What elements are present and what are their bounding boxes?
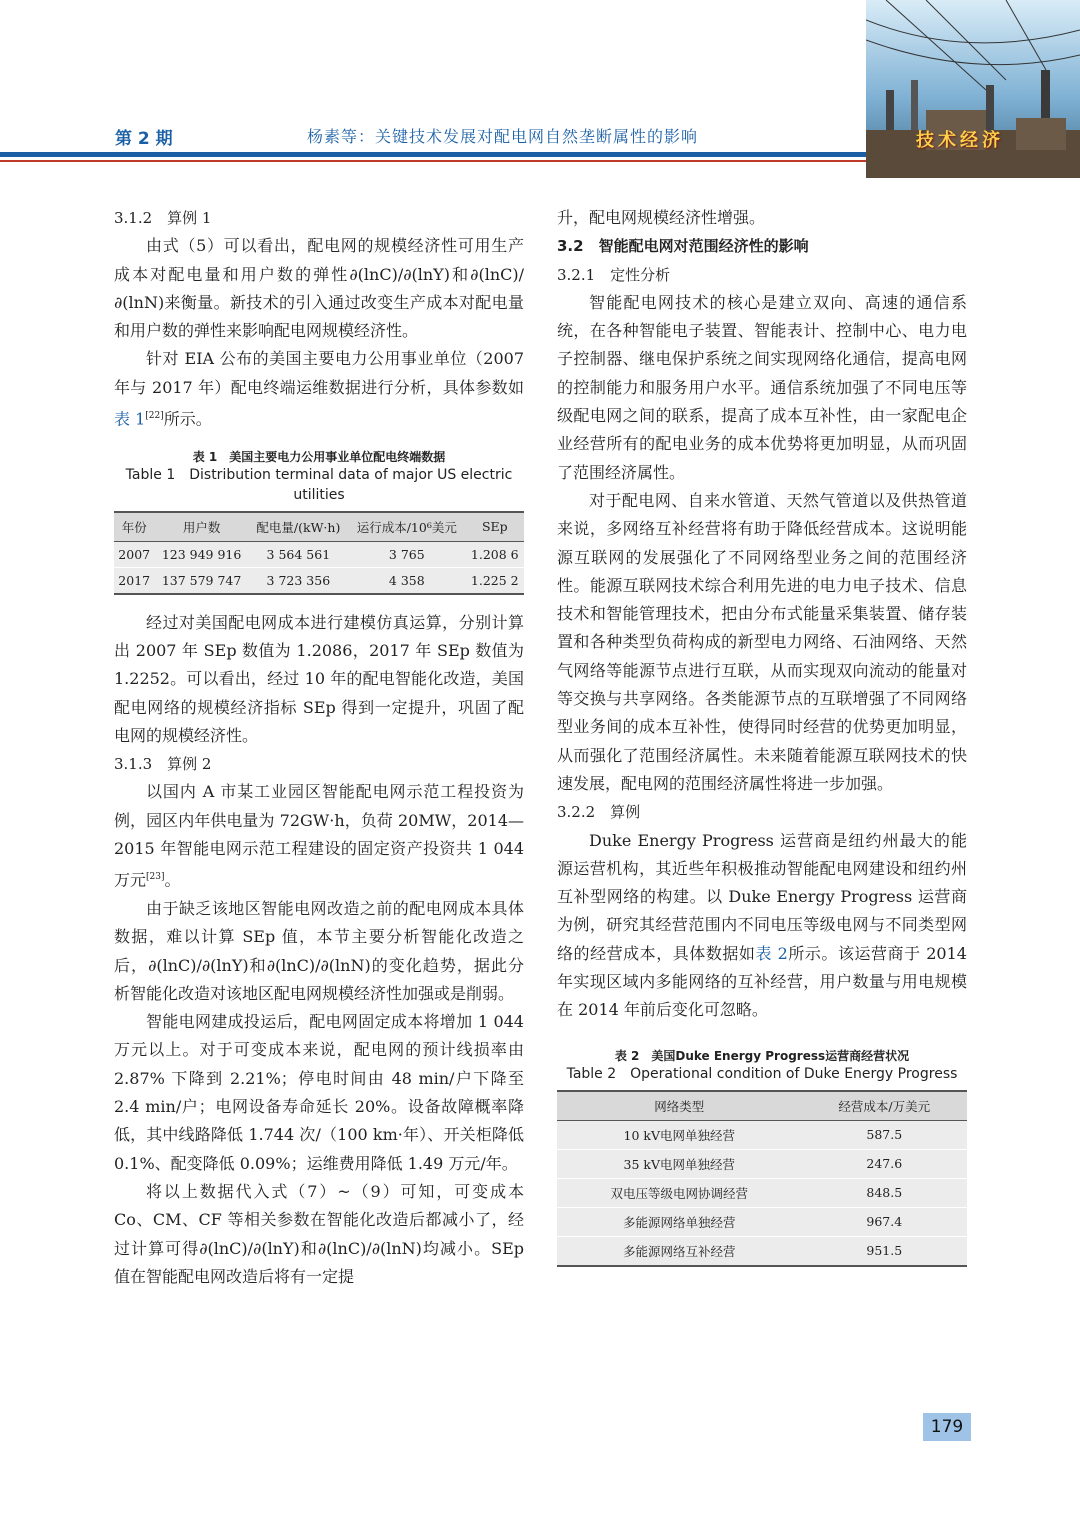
citation-ref[interactable]: [23]	[146, 872, 165, 883]
paragraph: 由于缺乏该地区智能电网改造之前的配电网成本具体数据，难以计算 SEp 值，本节主要分析智能化改造之后，∂(lnC)/∂(lnY)和∂(lnC)/∂(lnN)的变化趋势，据此分析智能化改造对该地区配电网规模经济性加强或是削弱。	[114, 899, 524, 1003]
table-1-link[interactable]: 表 1	[114, 409, 146, 429]
table-2	[557, 1090, 967, 1267]
header-rule-blue	[0, 152, 868, 157]
heading-3-2-1: 3.2.1 定性分析	[557, 265, 671, 284]
paragraph: 对于配电网、自来水管道、天然气管道以及供热管道来说，多网络互补经营将有助于降低经营成本。这说明能源互联网的发展强化了不同网络型业务之间的范围经济性。能源互联网技术综合利用先进的电力电子技术、信息技术和智能管理技术，把由分布式能量采集装置、储存装置和各种类型负荷构成的新型电力网络、石油网络、天然气网络等能源节点进行互联，从而实现双向流动的能量对等交换与共享网络。各类能源节点的互联增强了不同网络型业务间的成本互补性，使得同时经营的优势更加明显，从而强化了范围经济属性。未来随着能源互联网技术的快速发展，配电网的范围经济属性将进一步加强。	[557, 490, 967, 793]
paragraph: 将以上数据代入式（7）~（9）可知，可变成本 Co、CM、CF 等相关参数在智能化改造后都减小了，经过计算可得∂(lnC)/∂(lnY)和∂(lnC)/∂(lnN)均减小。SEp 值在智能配电网改造后将有一定提	[114, 1181, 524, 1286]
heading-3-2: 3.2 智能配电网对范围经济性的影响	[557, 237, 809, 256]
paragraph: 经过对美国配电网成本进行建模仿真运算，分别计算出 2007 年 SEp 数值为 1.2086，2017 年 SEp 数值为 1.2252。可以看出，经过 10 年的配电智能化改造，美国配电网络的规模经济指标 SEp 得到一定提升，巩固了配电网的规模经济性。	[114, 612, 524, 745]
table-row: 2017 137 579 747 3 723 356 4 358 1.225 2	[114, 567, 524, 594]
table-row: 10 kV电网单独经营 587.5	[557, 1120, 967, 1149]
table-2-caption-cn: 表 2 美国Duke Energy Progress运营商经营状况	[614, 1048, 910, 1063]
table-row: 35 kV电网单独经营 247.6	[557, 1149, 967, 1178]
section-badge: 技术经济	[916, 130, 1004, 151]
table-header: 经营成本/万美元	[802, 1091, 967, 1121]
heading-3-1-3: 3.1.3 算例 2	[114, 755, 212, 774]
table-header: SEp	[466, 512, 524, 542]
running-title: 杨素等：关键技术发展对配电网自然垄断属性的影响	[307, 127, 699, 146]
table-header: 运行成本/10⁶美元	[348, 512, 466, 542]
table-row: 多能源网络互补经营 951.5	[557, 1236, 967, 1266]
citation-ref[interactable]: [22]	[145, 411, 164, 422]
table-1-caption-en: Table 1 Distribution terminal data of major US electric utilities	[125, 466, 513, 503]
paragraph: 由式（5）可以看出，配电网的规模经济性可用生产成本对配电量和用户数的弹性∂(lnC)/∂(lnY)和∂(lnC)/∂(lnN)来衡量。新技术的引入通过改变生产成本对配电量和用户数的弹性来影响配电网规模经济性。	[114, 236, 524, 341]
page-header	[0, 0, 1080, 180]
table-header: 网络类型	[557, 1091, 802, 1121]
table-header: 年份	[114, 512, 154, 542]
paragraph: 升，配电网规模经济性增强。	[557, 208, 766, 227]
paragraph: 智能电网建成投运后，配电网固定成本将增加 1 044 万元以上。对于可变成本来说，配电网的预计线损率由 2.87% 下降到 2.21%；停电时间由 48 min/户下降至 2.4 min/户；电网设备寿命延长 20%。设备故障概率降低，其中线路降低 1.744 次/（100 km·年）、开关柜降低 0.1%、配变降低 0.09%；运维费用降低 1.49 万元/年。	[114, 1012, 524, 1173]
table-1-caption-cn: 表 1 美国主要电力公用事业单位配电终端数据	[192, 449, 446, 464]
heading-3-1-2: 3.1.2 算例 1	[114, 209, 212, 227]
table-row: 多能源网络单独经营 967.4	[557, 1207, 967, 1236]
paragraph: Duke Energy Progress 运营商是纽约州最大的能源运营机构，其近些年积极推动智能配电网建设和纽约州互补型网络的构建。以 Duke Energy Progress 运营商为例，研究其经营范围内不同电压等级电网与不同类型网络的经营成本，具体数据如表 2所示。该运营商于 2014 年实现区域内多能网络的互补经营，用户数量与用电规模在 2014 年前后变化可忽略。	[557, 830, 967, 1020]
table-2-caption-en: Table 2 Operational condition of Duke Energy Progress	[566, 1065, 958, 1082]
table-row: 双电压等级电网协调经营 848.5	[557, 1178, 967, 1207]
table-row: 2007 123 949 916 3 564 561 3 765 1.208 6	[114, 541, 524, 567]
right-column	[557, 204, 967, 1267]
heading-3-2-2: 3.2.2 算例	[557, 803, 641, 822]
paragraph: 针对 EIA 公布的美国主要电力公用事业单位（2007 年与 2017 年）配电终端运维数据进行分析，具体参数如表 1[22]所示。	[114, 349, 524, 429]
table-2-link[interactable]: 表 2	[755, 943, 788, 963]
table-header: 用户数	[154, 512, 248, 542]
header-rule-red	[0, 160, 868, 162]
issue-label: 第 2 期	[115, 129, 173, 149]
left-column	[114, 204, 524, 1291]
paragraph: 智能配电网技术的核心是建立双向、高速的通信系统，在各种智能电子装置、智能表计、控制中心、电力电子控制器、继电保护系统之间实现网络化通信，提高电网的控制能力和服务用户水平。通信系统加强了不同电压等级配电网之间的联系，提高了成本互补性，由一家配电企业经营所有的配电业务的成本优势将更加明显，从而巩固了范围经济属性。	[557, 292, 967, 482]
table-1	[114, 511, 524, 595]
paragraph: 以国内 A 市某工业园区智能配电网示范工程投资为例，园区内年供电量为 72GW·h，负荷 20MW，2014—2015 年智能电网示范工程建设的固定资产投资共 1 044 万元[23]。	[114, 782, 524, 890]
page-number: 179	[923, 1413, 971, 1441]
table-header: 配电量/(kW·h)	[249, 512, 348, 542]
